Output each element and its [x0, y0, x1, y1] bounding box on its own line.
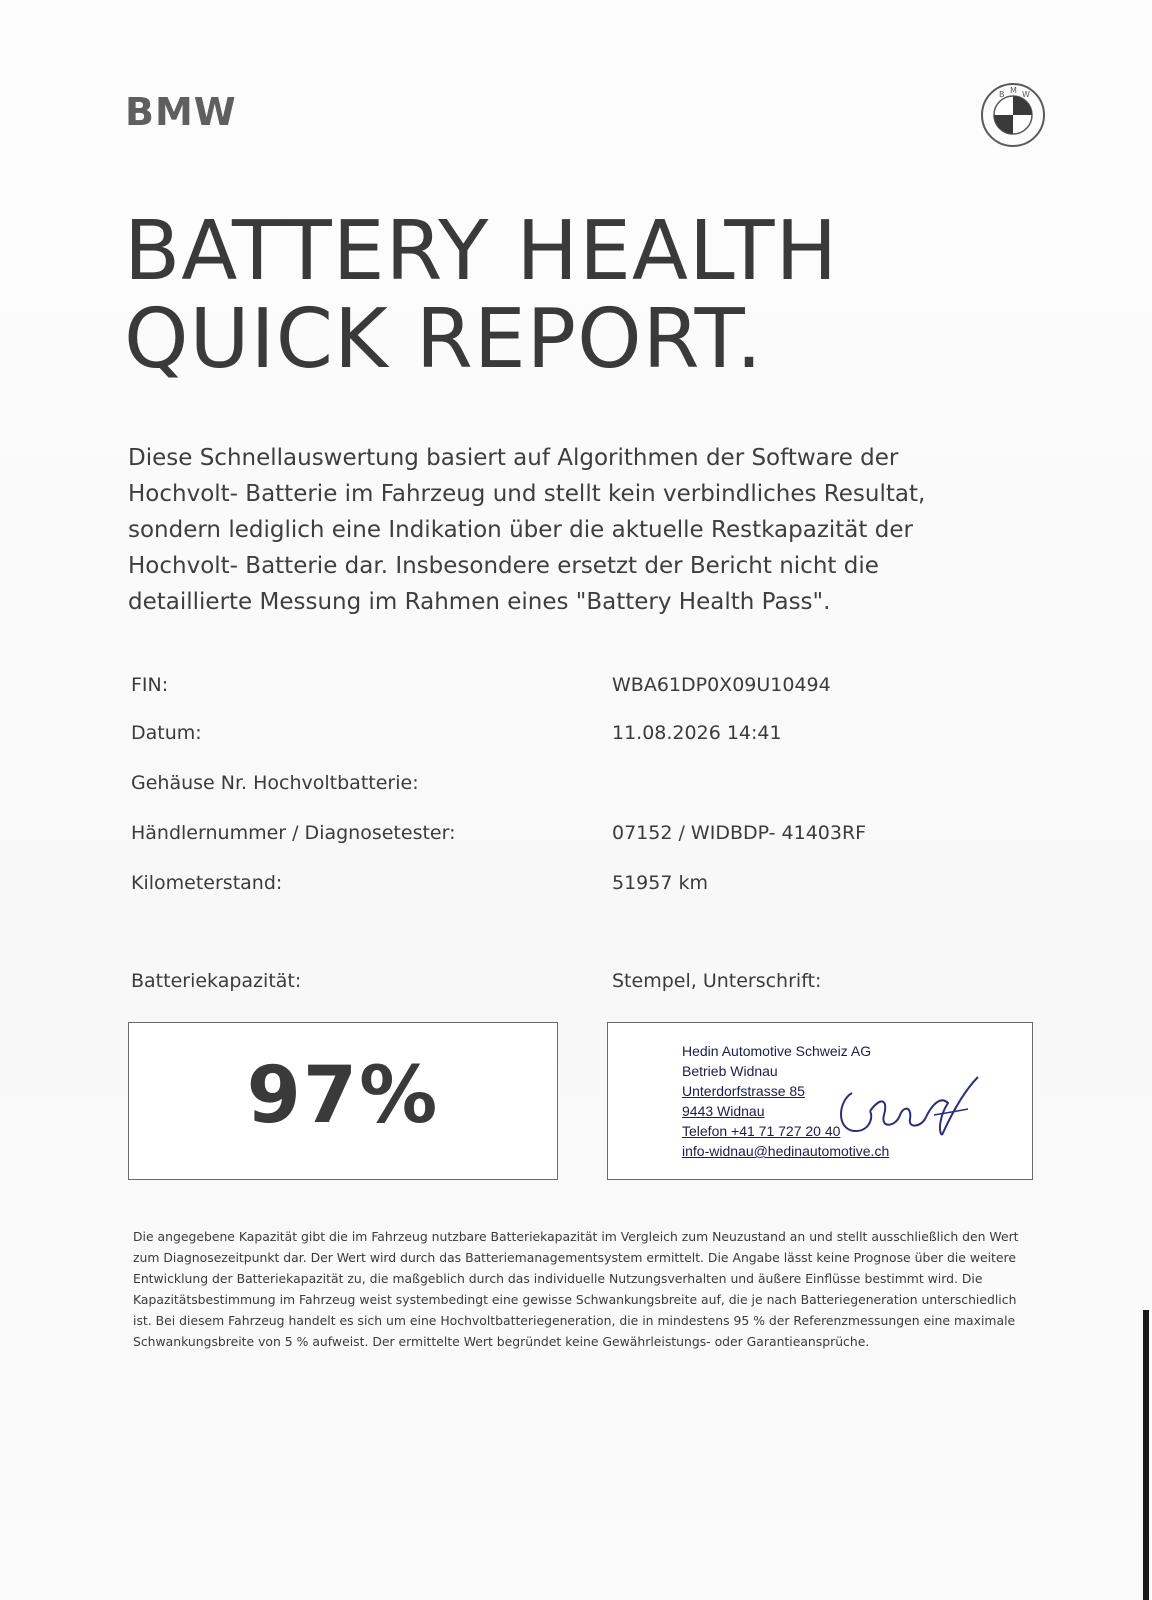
fin-value: WBA61DP0X09U10494 — [612, 674, 831, 696]
bmw-roundel-icon — [980, 82, 1046, 148]
stamp-city: 9443 Widnau — [682, 1103, 765, 1119]
kilometerstand-value: 51957 km — [612, 872, 708, 894]
datum-label: Datum: — [131, 722, 202, 744]
kilometerstand-label: Kilometerstand: — [131, 872, 283, 894]
fin-label: FIN: — [131, 674, 169, 696]
stamp-company: Hedin Automotive Schweiz AG — [682, 1043, 872, 1059]
stamp-branch: Betrieb Widnau — [682, 1063, 778, 1079]
handwritten-signature — [830, 1071, 980, 1147]
stamp-email: info-widnau@hedinautomotive.ch — [682, 1143, 890, 1159]
stamp-street: Unterdorfstrasse 85 — [682, 1083, 805, 1099]
stamp-label: Stempel, Unterschrift: — [612, 970, 822, 992]
capacity-value: 97% — [246, 1051, 440, 1141]
roundel-letter-m: M — [1010, 86, 1017, 95]
stamp-phone: Telefon +41 71 727 20 40 — [682, 1123, 841, 1139]
report-title-line-1: BATTERY HEALTH — [124, 204, 839, 299]
capacity-label: Batteriekapazität: — [131, 970, 302, 992]
haendler-value: 07152 / WIDBDP- 41403RF — [612, 822, 867, 844]
roundel-letter-w: W — [1022, 90, 1030, 99]
haendler-label: Händlernummer / Diagnosetester: — [131, 822, 456, 844]
roundel-letter-b: B — [999, 90, 1005, 99]
brand-wordmark: BMW — [125, 90, 237, 134]
scan-edge-mark — [1143, 1310, 1149, 1600]
report-title — [124, 204, 839, 387]
datum-value: 11.08.2026 14:41 — [612, 722, 782, 744]
intro-paragraph: Diese Schnellauswertung basiert auf Algorithmen der Software der Hochvolt- Batterie im Fahrzeug und stellt kein verbindliches Resultat, sondern lediglich eine Indikation über die aktuelle Restkapazität der Hochvolt- Batterie dar. Insbesondere ersetzt der Bericht nicht die detaillierte Messung im Rahmen eines "Battery Health Pass". — [128, 445, 926, 615]
report-title-line-2: QUICK REPORT. — [124, 292, 764, 387]
stamp-box — [607, 1022, 1033, 1180]
disclaimer-text: Die angegebene Kapazität gibt die im Fahrzeug nutzbare Batteriekapazität im Vergleich zum Neuzustand an und stellt ausschließlich den Wert zum Diagnosezeitpunkt dar. Der Wert wird durch das Batteriemanagementsystem ermittelt. Die Angabe lässt keine Prognose über die weitere Entwicklung der Batteriekapazität zu, die maßgeblich durch das individuelle Nutzungsverhalten und äußere Einflüsse bestimmt wird. Die Kapazitätsbestimmung im Fahrzeug weist systembedingt eine gewisse Schwankungsbreite auf, die je nach Batteriegeneration unterschiedlich ist. Bei diesem Fahrzeug handelt es sich um eine Hochvoltbatteriegeneration, die in mindestens 95 % der Referenzmessungen eine maximale Schwankungsbreite von 5 % aufweist. Der ermittelte Wert begründet keine Gewährleistungs- oder Garantieansprüche. — [133, 1229, 1019, 1349]
gehaeuse-label: Gehäuse Nr. Hochvoltbatterie: — [131, 772, 419, 794]
capacity-box — [128, 1022, 558, 1180]
